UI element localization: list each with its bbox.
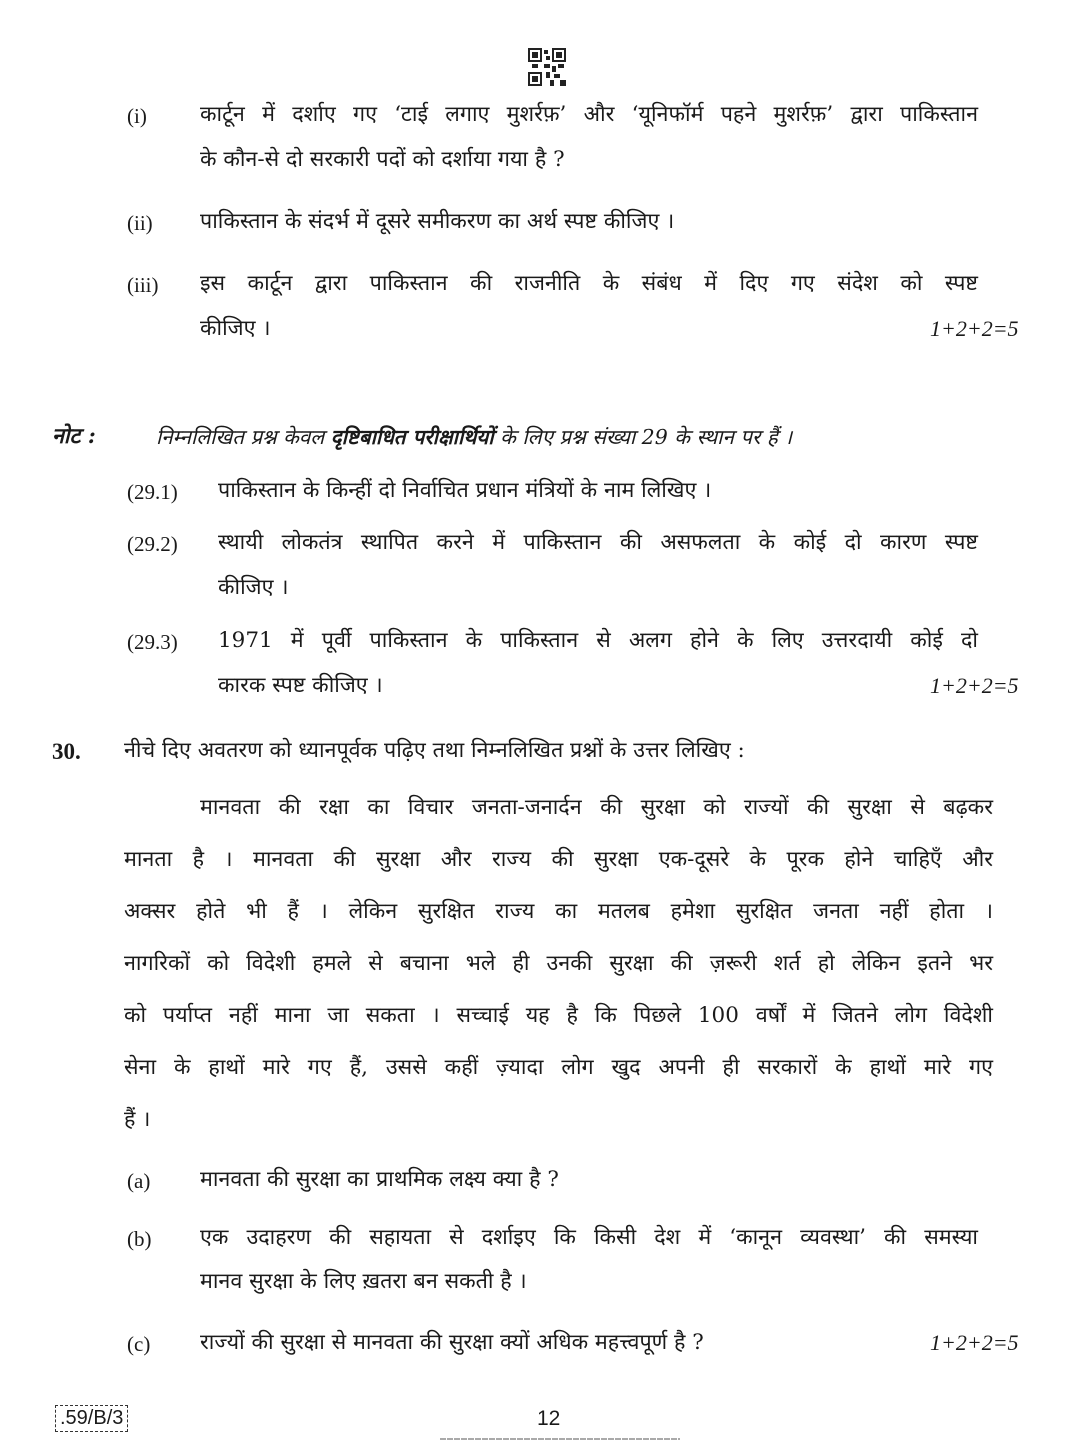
q30-passage-line4: नागरिकों को विदेशी हमले से बचाना भले ही उनकी सुरक्षा की ज़रूरी शर्त हो लेकिन इतने भर xyxy=(124,951,993,976)
q30-instruction: नीचे दिए अवतरण को ध्यानपूर्वक पढ़िए तथा निम्नलिखित प्रश्नों के उत्तर लिखिए : xyxy=(124,738,745,763)
q29-part-ii-label: (ii) xyxy=(127,211,153,235)
q29-part-iii-text-line1: इस कार्टून द्वारा पाकिस्तान की राजनीति के संबंध में दिए गए संदेश को स्पष्ट xyxy=(200,271,978,296)
q29-part-i-label: (i) xyxy=(127,104,147,128)
note-text: निम्नलिखित प्रश्न केवल दृष्टिबाधित परीक्षार्थियों के लिए प्रश्न संख्या 29 के स्थान पर हैं । xyxy=(156,425,793,449)
q29-part-i-text-line1: कार्टून में दर्शाए गए ‘टाई लगाए मुशर्रफ़’ और ‘यूनिफॉर्म पहने मुशर्रफ़’ द्वारा पाकिस्तान xyxy=(200,102,978,127)
q30-passage-line5: को पर्याप्त नहीं माना जा सकता । सच्चाई यह है कि पिछले 100 वर्षों में जितने लोग विदेशी xyxy=(124,1003,993,1028)
alt-part-29-3-label: (29.3) xyxy=(127,630,178,654)
q29-part-i-text-line2: के कौन-से दो सरकारी पदों को दर्शाया गया है ? xyxy=(200,147,565,172)
q30-part-b-text-line2: मानव सुरक्षा के लिए ख़तरा बन सकती है । xyxy=(200,1269,527,1294)
qr-code-icon xyxy=(528,48,566,86)
q29-part-iii-text-line2: कीजिए । xyxy=(200,316,271,341)
q30-part-c-label: (c) xyxy=(127,1332,151,1356)
q30-part-b-text-line1: एक उदाहरण की सहायता से दर्शाइए कि किसी देश में ‘कानून व्यवस्था’ की समस्या xyxy=(200,1225,978,1250)
q30-passage-line2: मानता है । मानवता की सुरक्षा और राज्य की सुरक्षा एक-दूसरे के पूरक होने चाहिएँ और xyxy=(124,847,993,872)
q30-part-a-label: (a) xyxy=(127,1169,151,1193)
q30-passage-line3: अक्सर होते भी हैं । लेकिन सुरक्षित राज्य का मतलब हमेशा सुरक्षित जनता नहीं होता । xyxy=(124,899,993,924)
q30-number: 30. xyxy=(52,739,81,764)
q30-passage-line7: हैं । xyxy=(124,1107,151,1132)
paper-code: .59/B/3 xyxy=(55,1405,128,1432)
alt-part-29-1-text: पाकिस्तान के किन्हीं दो निर्वाचित प्रधान मंत्रियों के नाम लिखिए । xyxy=(218,478,712,503)
alt-part-29-1-label: (29.1) xyxy=(127,480,178,504)
alt-part-29-3-text-line2: कारक स्पष्ट कीजिए । xyxy=(218,673,383,698)
alt-part-29-3-text-line1: 1971 में पूर्वी पाकिस्तान के पाकिस्तान से अलग होने के लिए उत्तरदायी कोई दो xyxy=(218,628,978,653)
q30-part-c-text: राज्यों की सुरक्षा से मानवता की सुरक्षा क्यों अधिक महत्त्वपूर्ण है ? xyxy=(200,1330,704,1355)
security-strip-icon xyxy=(440,1437,680,1441)
page-number: 12 xyxy=(537,1407,561,1430)
q29-marks: 1+2+2=5 xyxy=(930,316,1019,341)
q30-marks: 1+2+2=5 xyxy=(930,1330,1019,1355)
q30-part-b-label: (b) xyxy=(127,1227,152,1251)
q30-part-a-text: मानवता की सुरक्षा का प्राथमिक लक्ष्य क्या है ? xyxy=(200,1167,559,1192)
alt-part-29-2-text-line2: कीजिए । xyxy=(218,575,289,600)
q29-part-ii-text: पाकिस्तान के संदर्भ में दूसरे समीकरण का अर्थ स्पष्ट कीजिए । xyxy=(200,209,675,234)
note-label: नोट : xyxy=(52,424,96,449)
alt-part-29-2-label: (29.2) xyxy=(127,532,178,556)
alt-part-29-2-text-line1: स्थायी लोकतंत्र स्थापित करने में पाकिस्तान की असफलता के कोई दो कारण स्पष्ट xyxy=(218,530,978,555)
q30-passage-line1: मानवता की रक्षा का विचार जनता-जनार्दन की सुरक्षा को राज्यों की सुरक्षा से बढ़कर xyxy=(200,795,993,820)
q30-passage-line6: सेना के हाथों मारे गए हैं, उससे कहीं ज़्यादा लोग खुद अपनी ही सरकारों के हाथों मारे गए xyxy=(124,1055,993,1080)
alt-marks: 1+2+2=5 xyxy=(930,673,1019,698)
q29-part-iii-label: (iii) xyxy=(127,273,159,297)
